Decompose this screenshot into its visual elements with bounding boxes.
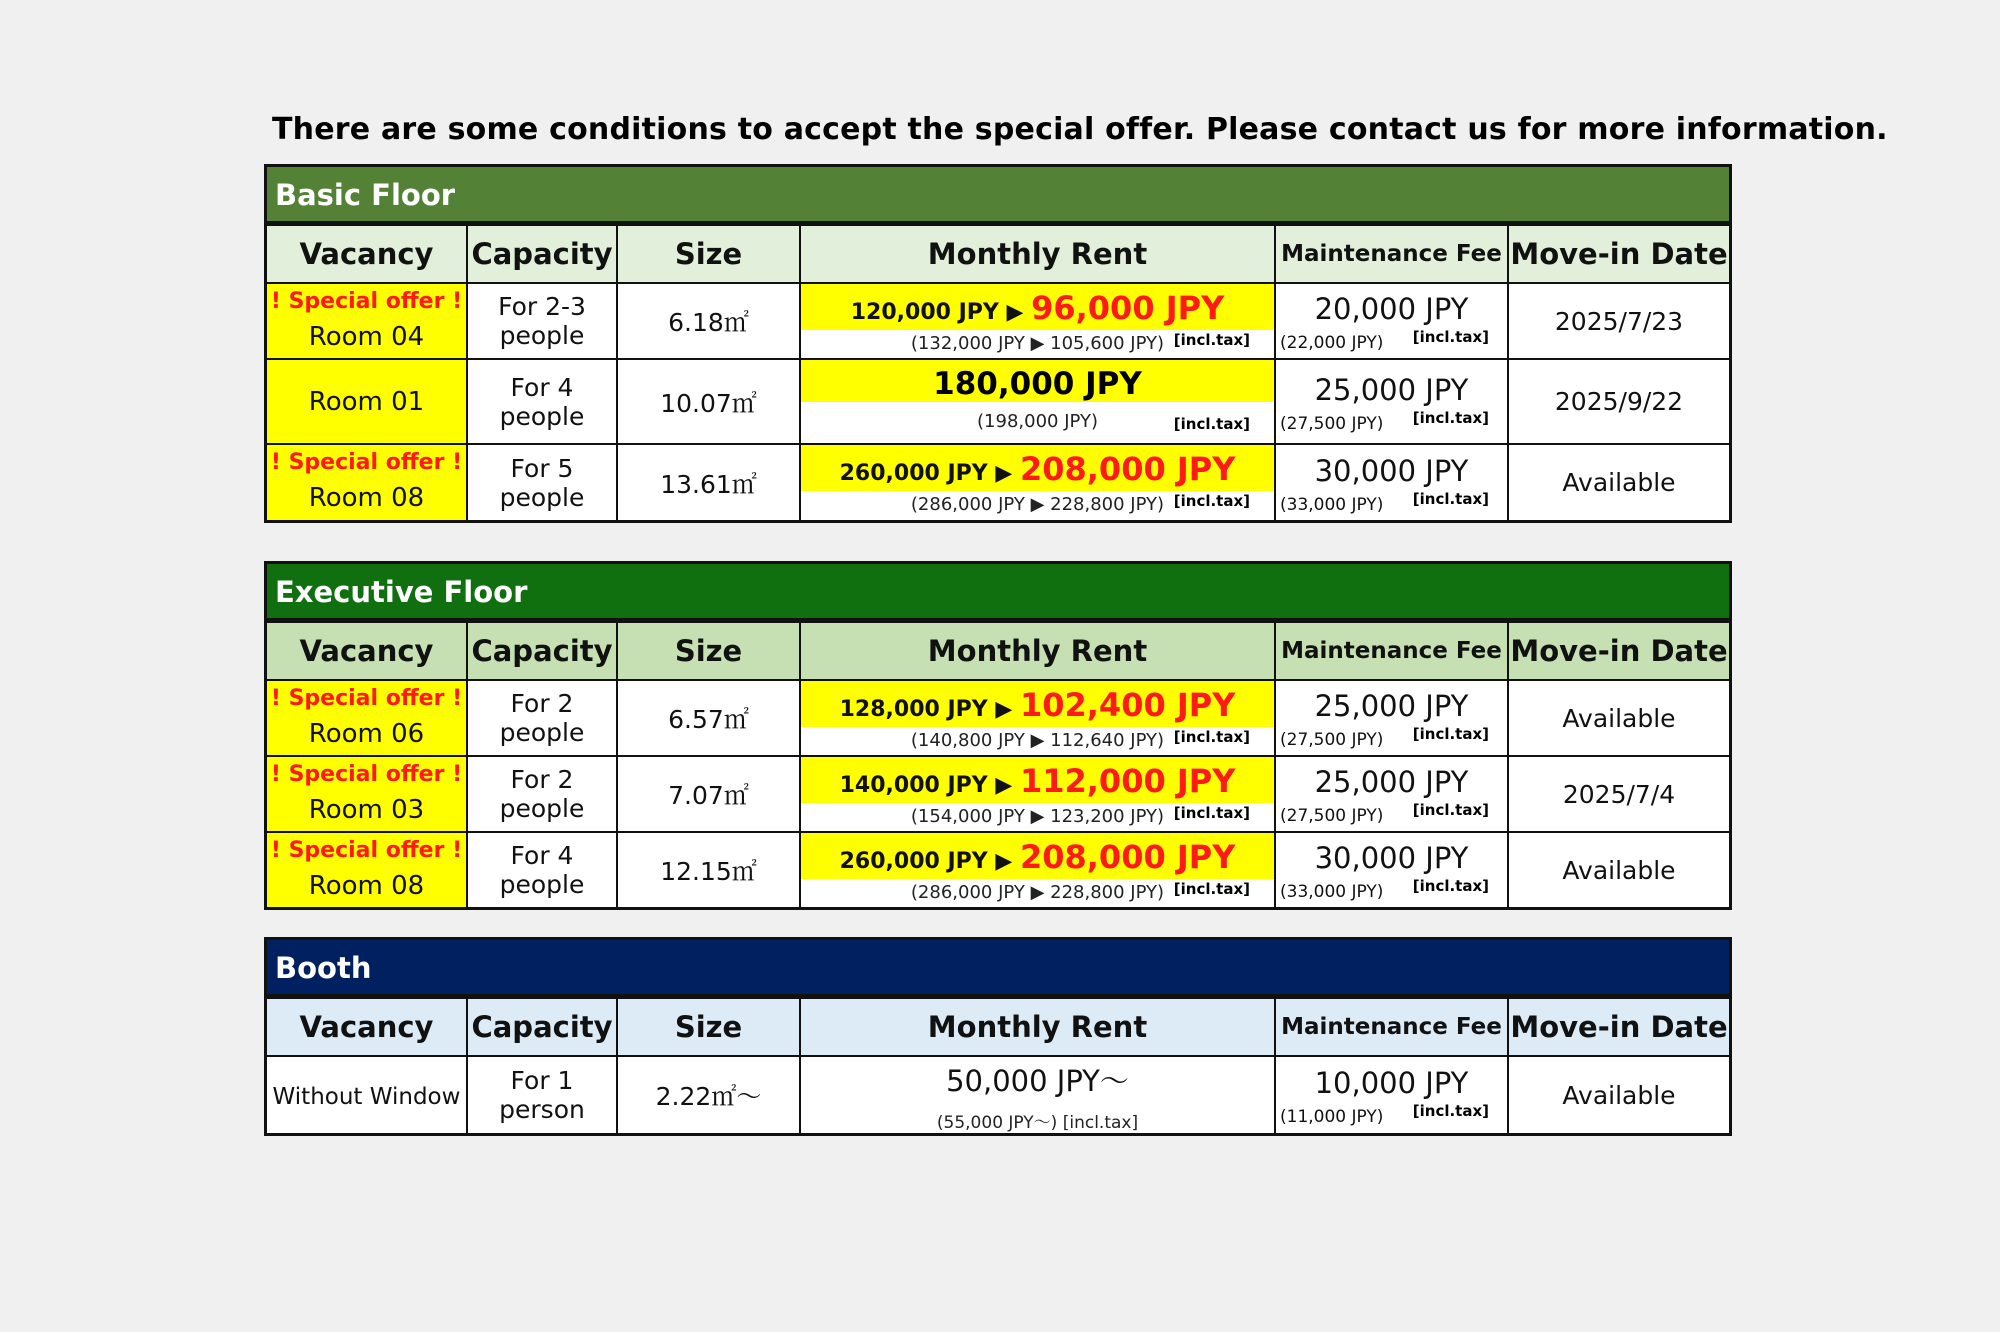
maintenance-fee-tax-line xyxy=(1276,489,1507,518)
table-row xyxy=(267,283,1729,359)
incl-tax-label: [incl.tax] xyxy=(1173,804,1250,822)
column-header-row xyxy=(267,998,1729,1056)
vacancy-cell xyxy=(267,283,467,359)
capacity-cell: For 1 person xyxy=(467,1056,617,1133)
maintenance-fee-tax-line xyxy=(1276,879,1507,905)
vacancy-cell xyxy=(267,680,467,756)
column-header-maintenance-fee: Maintenance Fee xyxy=(1275,622,1508,680)
rent-original-price: 260,000 JPY ▶ xyxy=(839,461,1013,486)
rent-tax-line xyxy=(801,491,1274,519)
capacity-cell: For 2-3 people xyxy=(467,283,617,359)
conditions-notice: There are some conditions to accept the special offer. Please contact us for more information. xyxy=(272,112,1888,147)
column-header-maintenance-fee: Maintenance Fee xyxy=(1275,225,1508,283)
room-name: Room 08 xyxy=(308,870,425,901)
maintenance-fee-tax-line xyxy=(1276,1104,1507,1130)
column-header-move-in-date: Move-in Date xyxy=(1508,225,1729,283)
room-name: Room 01 xyxy=(308,386,425,417)
column-header-capacity: Capacity xyxy=(467,225,617,283)
monthly-rent-cell xyxy=(800,1056,1275,1133)
maintenance-fee: 25,000 JPY xyxy=(1314,765,1469,799)
table-row xyxy=(267,359,1729,444)
maintenance-fee-tax-included: (27,500 JPY) xyxy=(1280,413,1384,434)
maintenance-fee-tax-included: (22,000 JPY) xyxy=(1280,333,1384,353)
room-name: Room 08 xyxy=(308,483,425,513)
table-row xyxy=(267,832,1729,907)
vacancy-cell xyxy=(267,832,467,907)
size-cell: 6.57㎡ xyxy=(617,680,800,756)
vacancy-cell xyxy=(267,359,467,444)
basic-floor-title: Basic Floor xyxy=(267,167,1729,224)
executive-floor-grid xyxy=(267,621,1729,907)
maintenance-fee-cell xyxy=(1275,832,1508,907)
column-header-capacity: Capacity xyxy=(467,998,617,1056)
booth-grid xyxy=(267,997,1729,1133)
monthly-rent-cell xyxy=(800,283,1275,359)
maintenance-fee-cell xyxy=(1275,359,1508,444)
rent-tax-included: (140,800 JPY ▶ 112,640 JPY) xyxy=(910,730,1165,751)
maintenance-fee-tax-line xyxy=(1276,330,1507,356)
column-header-maintenance-fee: Maintenance Fee xyxy=(1275,998,1508,1056)
incl-tax-label: [incl.tax] xyxy=(1412,328,1489,346)
maintenance-fee: 20,000 JPY xyxy=(1314,292,1469,326)
incl-tax-label: [incl.tax] xyxy=(1412,801,1489,819)
table-row xyxy=(267,444,1729,520)
vacancy-cell xyxy=(267,444,467,520)
rent-tax-included: (286,000 JPY ▶ 228,800 JPY) xyxy=(910,494,1165,515)
move-in-date-cell: 2025/7/23 xyxy=(1508,283,1729,359)
incl-tax-label: [incl.tax] xyxy=(1173,728,1250,746)
monthly-rent-cell xyxy=(800,359,1275,444)
vacancy-cell xyxy=(267,756,467,832)
capacity-cell: For 5 people xyxy=(467,444,617,520)
rent-price-line xyxy=(801,445,1274,491)
incl-tax-label: [incl.tax] xyxy=(1173,331,1250,349)
rent-original-price: 260,000 JPY ▶ xyxy=(839,849,1013,874)
booth-title: Booth xyxy=(267,940,1729,997)
rent-original-price: 120,000 JPY ▶ xyxy=(850,300,1024,325)
move-in-date-cell: 2025/9/22 xyxy=(1508,359,1729,444)
special-offer-badge: ! Special offer ! xyxy=(270,685,463,711)
maintenance-fee: 25,000 JPY xyxy=(1314,689,1469,723)
maintenance-fee-tax-included: (27,500 JPY) xyxy=(1280,806,1384,826)
size-cell: 7.07㎡ xyxy=(617,756,800,832)
maintenance-fee-tax-included: (27,500 JPY) xyxy=(1280,730,1384,750)
maintenance-fee: 10,000 JPY xyxy=(1314,1066,1469,1100)
size-cell: 10.07㎡ xyxy=(617,359,800,444)
rent-offer-price: 96,000 JPY xyxy=(1031,289,1225,327)
rent-offer-price: 102,400 JPY xyxy=(1019,686,1236,724)
rent-tax-included: (198,000 JPY) xyxy=(977,411,1098,432)
rent-price: 180,000 JPY xyxy=(933,366,1142,402)
capacity-cell: For 2 people xyxy=(467,756,617,832)
rent-tax-line xyxy=(801,879,1274,907)
incl-tax-label: [incl.tax] xyxy=(1412,1102,1489,1120)
special-offer-badge: ! Special offer ! xyxy=(270,288,463,314)
special-offer-badge: ! Special offer ! xyxy=(270,837,463,863)
executive-floor-table xyxy=(264,561,1732,910)
basic-floor-grid xyxy=(267,224,1729,520)
size-cell: 2.22㎡～ xyxy=(617,1056,800,1133)
column-header-vacancy: Vacancy xyxy=(267,622,467,680)
table-row xyxy=(267,680,1729,756)
maintenance-fee-cell xyxy=(1275,1056,1508,1133)
rent-offer-price: 112,000 JPY xyxy=(1019,762,1236,800)
column-header-vacancy: Vacancy xyxy=(267,225,467,283)
maintenance-fee-tax-line xyxy=(1276,408,1507,437)
table-row xyxy=(267,756,1729,832)
maintenance-fee-cell xyxy=(1275,680,1508,756)
maintenance-fee-tax-included: (11,000 JPY) xyxy=(1280,1107,1384,1127)
room-name: Room 04 xyxy=(308,321,425,352)
table-row xyxy=(267,1056,1729,1133)
column-header-size: Size xyxy=(617,225,800,283)
rent-tax-included: (132,000 JPY ▶ 105,600 JPY) xyxy=(910,333,1165,354)
maintenance-fee: 30,000 JPY xyxy=(1314,841,1469,875)
move-in-date-cell: Available xyxy=(1508,680,1729,756)
executive-floor-title: Executive Floor xyxy=(267,564,1729,621)
column-header-row xyxy=(267,225,1729,283)
column-header-vacancy: Vacancy xyxy=(267,998,467,1056)
monthly-rent-cell xyxy=(800,832,1275,907)
maintenance-fee-cell xyxy=(1275,756,1508,832)
maintenance-fee-cell xyxy=(1275,444,1508,520)
monthly-rent-cell xyxy=(800,756,1275,832)
rent-original-price: 140,000 JPY ▶ xyxy=(839,773,1013,798)
size-cell: 13.61㎡ xyxy=(617,444,800,520)
column-header-monthly-rent: Monthly Rent xyxy=(800,225,1275,283)
rent-tax-included: (286,000 JPY ▶ 228,800 JPY) xyxy=(910,882,1165,903)
rent-tax-included: (154,000 JPY ▶ 123,200 JPY) xyxy=(910,806,1165,827)
column-header-monthly-rent: Monthly Rent xyxy=(800,998,1275,1056)
capacity-cell: For 4 people xyxy=(467,832,617,907)
rent-offer-price: 208,000 JPY xyxy=(1019,838,1236,876)
column-header-size: Size xyxy=(617,998,800,1056)
capacity-cell: For 4 people xyxy=(467,359,617,444)
size-cell: 6.18㎡ xyxy=(617,283,800,359)
column-header-row xyxy=(267,622,1729,680)
rent-price-line xyxy=(801,284,1274,330)
monthly-rent-cell xyxy=(800,444,1275,520)
capacity-cell: For 2 people xyxy=(467,680,617,756)
column-header-move-in-date: Move-in Date xyxy=(1508,622,1729,680)
vacancy-cell xyxy=(267,1056,467,1133)
rent-price-line xyxy=(801,833,1274,879)
special-offer-badge: ! Special offer ! xyxy=(270,761,463,787)
incl-tax-label: [incl.tax] xyxy=(1173,492,1250,510)
incl-tax-label: [incl.tax] xyxy=(1412,489,1489,508)
incl-tax-label: [incl.tax] xyxy=(1412,725,1489,743)
incl-tax-label: [incl.tax] xyxy=(1173,415,1250,433)
move-in-date-cell: Available xyxy=(1508,832,1729,907)
rent-tax-line xyxy=(801,803,1274,831)
maintenance-fee-tax-included: (33,000 JPY) xyxy=(1280,882,1384,902)
incl-tax-label: [incl.tax] xyxy=(1412,408,1489,427)
rent-price-line xyxy=(801,360,1274,402)
rent-price-line xyxy=(801,681,1274,727)
column-header-move-in-date: Move-in Date xyxy=(1508,998,1729,1056)
rent-price-line xyxy=(801,757,1274,803)
room-name: Without Window xyxy=(272,1083,461,1110)
column-header-size: Size xyxy=(617,622,800,680)
rent-original-price: 128,000 JPY ▶ xyxy=(839,697,1013,722)
rent-price: 50,000 JPY～ xyxy=(946,1064,1129,1098)
basic-floor-table xyxy=(264,164,1732,523)
maintenance-fee: 30,000 JPY xyxy=(1314,453,1469,488)
booth-table xyxy=(264,937,1732,1136)
rent-tax-line xyxy=(801,402,1274,442)
incl-tax-label: [incl.tax] xyxy=(1173,880,1250,898)
monthly-rent-cell xyxy=(800,680,1275,756)
room-name: Room 03 xyxy=(308,794,425,825)
incl-tax-label: [incl.tax] xyxy=(1412,877,1489,895)
rent-tax-line xyxy=(801,727,1274,755)
move-in-date-cell: Available xyxy=(1508,444,1729,520)
room-name: Room 06 xyxy=(308,718,425,749)
rent-tax-line xyxy=(801,330,1274,358)
maintenance-fee-tax-line xyxy=(1276,727,1507,753)
move-in-date-cell: Available xyxy=(1508,1056,1729,1133)
special-offer-badge: ! Special offer ! xyxy=(270,450,463,475)
maintenance-fee-tax-line xyxy=(1276,803,1507,829)
size-cell: 12.15㎡ xyxy=(617,832,800,907)
rent-tax-included: (55,000 JPY～) [incl.tax] xyxy=(936,1113,1139,1133)
maintenance-fee: 25,000 JPY xyxy=(1314,372,1469,407)
column-header-capacity: Capacity xyxy=(467,622,617,680)
rent-offer-price: 208,000 JPY xyxy=(1019,450,1236,488)
maintenance-fee-tax-included: (33,000 JPY) xyxy=(1280,494,1384,515)
move-in-date-cell: 2025/7/4 xyxy=(1508,756,1729,832)
column-header-monthly-rent: Monthly Rent xyxy=(800,622,1275,680)
maintenance-fee-cell xyxy=(1275,283,1508,359)
